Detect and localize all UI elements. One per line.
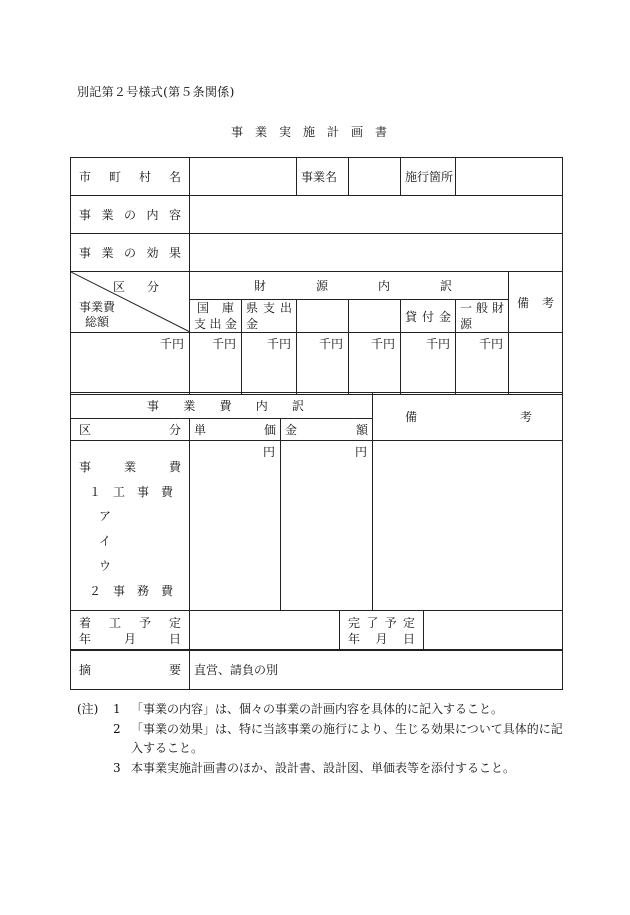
note-3-num: 3 [113,760,121,775]
breakdown-remarks-label: 備考 [373,393,563,441]
summary-field[interactable]: 直営、請負の別 [190,650,563,690]
project-overview-table [70,157,563,395]
item-u: ウ [99,558,112,573]
funding-breakdown-label: 財源内訳 [190,272,509,300]
loan-value[interactable]: 千円 [401,333,456,395]
notes [77,700,571,778]
project-name-label: 事業名 [297,158,349,196]
start-date-label: 着工予定 年月日 [71,611,190,651]
loan-label: 貸付金 [401,300,456,333]
blank2-value[interactable]: 千円 [349,333,401,395]
item-office: ２ 事 務 費 [89,583,174,598]
note-1-text: 「事業の内容」は、個々の事業の計画内容を具体的に記入すること。 [131,702,504,716]
completion-date-field[interactable] [424,611,563,651]
remarks-label: 備考 [509,272,563,333]
form-label: 別記第２号様式(第５条関係) [77,85,235,99]
unit-price-value[interactable]: 円 [190,441,281,611]
total-cost-label-1: 事業費 [79,300,116,314]
start-date-field[interactable] [190,611,340,651]
item-project-cost: 事業費 [79,460,181,474]
unit-price-label: 単価 [190,419,281,441]
national-value[interactable]: 千円 [190,333,242,395]
remarks-value[interactable] [509,333,563,395]
total-cost-label-2: 総額 [85,315,110,329]
blank1-value[interactable]: 千円 [297,333,349,395]
document-title: 事業実施計画書 [230,125,399,139]
content-field[interactable] [190,196,563,234]
cost-breakdown-table [70,392,563,611]
division-cost-header [71,272,190,333]
project-name-field[interactable] [349,158,401,196]
municipality-label: 市町村名 [71,158,190,196]
national-subsidy-label: 国 庫 支出金 [190,300,242,333]
location-label: 施行箇所 [401,158,456,196]
item-a: ア [99,509,112,524]
content-label: 事業の内容 [71,196,190,234]
funding-blank-2[interactable] [349,300,401,333]
funding-blank-1[interactable] [297,300,349,333]
note-2-num: 2 [113,721,121,736]
prefectural-value[interactable]: 千円 [242,333,297,395]
cost-breakdown-label: 事業費内訳 [71,393,373,419]
breakdown-items [71,441,190,611]
general-fund-label: 一般財 源 [456,300,509,333]
total-cost-value[interactable]: 千円 [71,333,190,395]
note-2-text: 「事業の効果」は、特に当該事業の施行により、生じる効果について具体的に記入すること。 [131,721,563,755]
notes-label: (注) [77,702,99,716]
municipality-field[interactable] [190,158,297,196]
completion-date-label: 完了予定 年月日 [340,611,424,651]
schedule-table [70,610,563,651]
division-label: 区分 [112,280,181,294]
breakdown-remarks-value[interactable] [373,441,563,611]
item-i: イ [99,534,112,549]
amount-label: 金額 [281,419,373,441]
note-3-text: 本事業実施計画書のほか、設計書、設計図、単価表等を添付すること。 [131,760,516,775]
note-1-num: 1 [113,702,121,716]
item-construction: １ 工 事 費 [89,484,174,499]
effect-field[interactable] [190,234,563,272]
general-fund-value[interactable]: 千円 [456,333,509,395]
summary-table [70,649,563,690]
prefectural-subsidy-label: 県支出 金 [242,300,297,333]
breakdown-division-label: 区分 [71,419,190,441]
location-field[interactable] [456,158,563,196]
amount-value[interactable]: 円 [281,441,373,611]
effect-label: 事業の効果 [71,234,190,272]
summary-label: 摘要 [71,650,190,690]
